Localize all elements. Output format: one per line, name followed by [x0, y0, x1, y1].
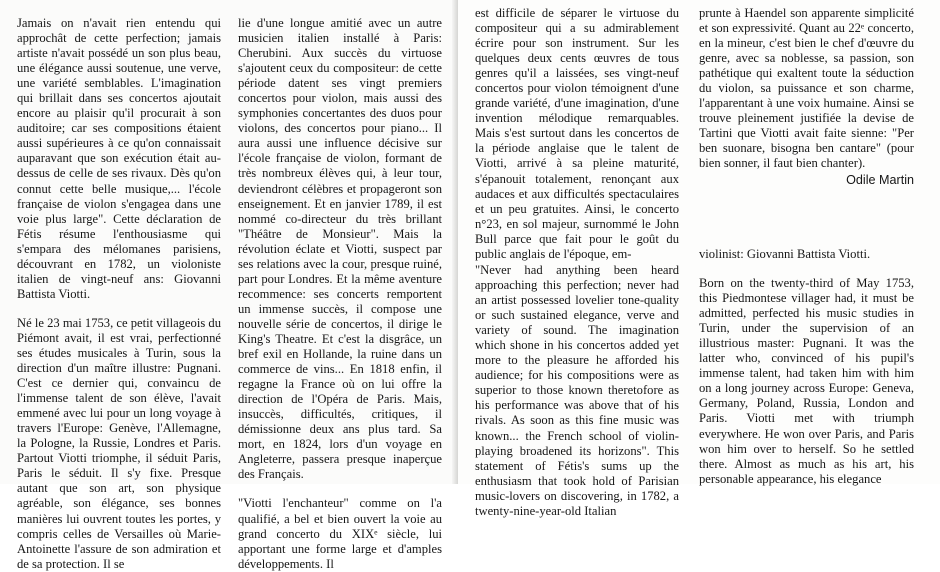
paragraph-french-career: lie d'une longue amitié avec un autre musicien italien installé à Paris: Cherubini. Aux succès du virtuose s'ajoutent ceux du compositeur: de cette période datent ses vingt premiers concertos pour violon, mais aussi des symphonies concertantes des duos pour violons, des concertos pour piano... Il aura aussi une influence décisive sur l'école française de violon, formant de très nombreux élèves qui, à leur tour, deviendront célèbres et propageront son enseignement. Et en janvier 1789, il est nommé co-directeur du très brillant "Théâtre de Monsieur". Mais la révolution éclate et Viotti, suspect par ses relations avec la cour, presque ruiné, part pour Londres. Et la même aventure recommence: ses concerts remportent un immense succès, il compose une nouvelle série de concertos, il dirige le King's Theatre. Et c'est la disgrâce, un bref exil en Hollande, la ruine dans un commerce de vins... En 1818 enfin, il regagne la France où on lui offre la direction de l'Opéra de Paris. Mais, insuccès, difficultés, critiques, il démissionne deux ans plus tard. Sa mort, en 1824, lors d'un voyage en Angleterre, passera presque inaperçue des Français. — [238, 16, 442, 482]
paragraph-gap — [17, 302, 221, 316]
left-page — [0, 0, 458, 571]
paragraph-french-ending: prunte à Haendel son apparente simplicité et son expressivité. Quant au 22ᵉ concerto, en la mineur, c'est bien le chef d'œuvre du genre, avec sa noblesse, sa passion, son pathétique qui exaltent toute la séduction du violon, sa puissance et son charme, l'apparentant à une voix humaine. Ainsi se trouve pleinement justifiée la devise de Tartini que Viotti avait faite sienne: "Per ben suonare, bisogna ben cantare" (pour bien sonner, il faut bien chanter). — [699, 6, 914, 171]
french-continuation-block — [475, 6, 679, 261]
left-column-2 — [238, 16, 442, 571]
author-signature: Odile Martin — [846, 172, 914, 187]
paragraph-french-birth: Né le 23 mai 1753, ce petit villageois du Piémont avait, il est vrai, perfectionné ses études musicales à Turin, sous la direction d'un maître illustre: Pugnani. C'est ce dernier qui, convaincu de l'immense talent de son élève, l'avait emmené avec lui pour un long voyage à travers l'Europe: Genève, l'Allemagne, la Pologne, la Russie, Londres et Paris. Partout Viotti triomphe, il séduit Paris, Paris le séduit. Il s'y fixe. Presque autant que son art, son physique agréable, son élégance, ses bonnes manières lui ouvrent toutes les portes, y compris celles de Versailles où Marie-Antoinette l'assure de son admiration et de sa protection. Il se — [17, 315, 221, 571]
left-column-1 — [17, 16, 221, 571]
paragraph-gap — [238, 482, 442, 496]
paragraph-french-enchanteur: "Viotti l'enchanteur" comme on l'a qualifié, a bel et bien ouvert la voie au grand concerto du XIXᵉ siècle, lui apportant une forme large et d'amples développements. Il — [238, 496, 442, 571]
paragraph-french-intro: Jamais on n'avait rien entendu qui approchât de cette perfection; jamais artiste n'avait possédé un son plus beau, une élégance aussi soutenue, une verve, une variété semblables. L'imagination qui brillait dans ses concertos ajoutait encore au plaisir qu'il procurait à son auditoire; car ses compositions étaient aussi supérieures à ce qu'on connaissait auparavant que son exécution était au-dessus de celle de ses rivaux. Dès qu'on connut cette belle musique,... l'école française de violon s'engagea dans une voie plus large". Cette déclaration de Fétis résume l'enthousiasme qui s'empara des mélomanes parisiens, découvrant en 1782, un violoniste italien de vingt-neuf ans: Giovanni Battista Viotti. — [17, 16, 221, 301]
paragraph-english-intro: "Never had anything been heard approaching this perfection; never had an artist possessed lovelier tone-quality or such sustained elegance, verve and variety of sound. The imagination which shone in his concertos added yet more to the pleasure he afforded his audience; for his compositions were as superior to those known theretofore as his performance was above that of his rivals. As soon as this fine music was known... the French school of violin-playing broadened its horizons". This statement of Fétis's sums up the enthusiasm that took hold of Parisian music-lovers on discovering, in 1782, a twenty-nine-year-old Italian — [475, 263, 679, 518]
right-column-2 — [699, 6, 914, 486]
french-ending-block — [699, 6, 914, 226]
right-column-1 — [475, 6, 679, 518]
paragraph-gap — [699, 262, 914, 276]
paragraph-french-continuation: est difficile de séparer le virtuose du compositeur qui a su admirablement écrire pour son instrument. Sur les quelques deux cents œuvres de tous genres qu'il a laissées, ses vingt-neuf concertos pour violon témoignent d'une grande variété, d'une imagination, d'une invention mélodique remarquables. Mais s'est surtout dans les concertos de la période anglaise que le talent de Viotti, arrivé à sa pleine maturité, s'épanouit totalement, renonçant aux audaces et aux difficultés spectaculaires et un peu gratuites. Ainsi, le concerto n°23, en sol majeur, surnommé le John Bull parce que fait pour le goût du public anglais de l'époque, em- — [475, 6, 679, 261]
paragraph-english-birth: Born on the twenty-third of May 1753, this Piedmontese villager had, it must be admitted, perfected his music studies in Turin, under the supervision of an illustrious master: Pugnani. It was the latter who, convinced of his pupil's immense talent, had taken him with him on a long journey across Europe: Geneva, Germany, Poland, Russia, London and Paris. Viotti met with triumph everywhere. He won over Paris, and Paris won him over to herself. So he settled there. Almost as much as his art, his personable appearance, his elegance — [699, 276, 914, 486]
paragraph-english-violinist: violinist: Giovanni Battista Viotti. — [699, 247, 871, 261]
